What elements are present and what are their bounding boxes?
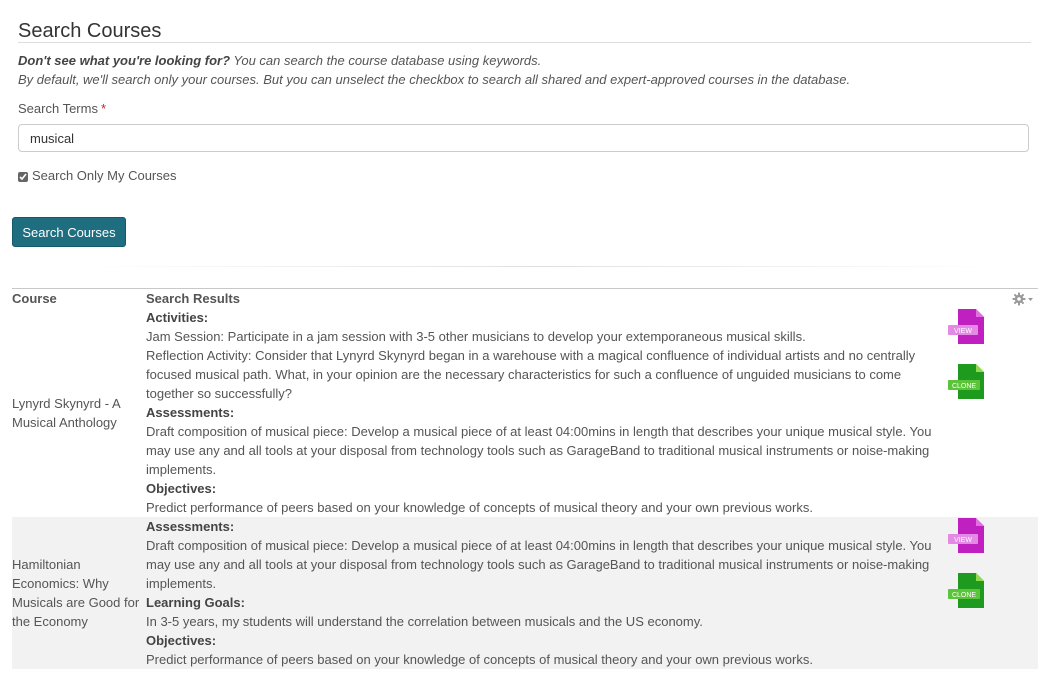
clone-course-icon[interactable] xyxy=(948,572,984,608)
result-line: Jam Session: Participate in a jam session with 3-5 other musicians to develop your extemporaneous musical skills. xyxy=(146,329,806,344)
clone-icon-label: CLONE xyxy=(951,592,977,599)
result-line: Predict performance of peers based on your knowledge of concepts of musical theory and your own previous works. xyxy=(146,652,813,667)
course-name: Hamiltonian Economics: Why Musicals are Good for the Economy xyxy=(12,557,140,629)
intro-rest: You can search the course database using keywords. xyxy=(230,53,542,68)
clone-course-icon[interactable] xyxy=(948,363,984,399)
result-line: Draft composition of musical piece: Develop a musical piece of at least 04:00mins in length that describes your unique musical style. You may use any and all tools at your disposal from technology tools such as GarageBand to traditional musical instruments or noise-making implements. xyxy=(146,424,932,477)
search-results xyxy=(146,308,951,517)
title-divider xyxy=(18,42,1031,43)
result-section-heading: Objectives: xyxy=(146,481,217,496)
gear-icon[interactable] xyxy=(1012,292,1034,309)
search-terms-label-text: Search Terms xyxy=(18,101,98,116)
result-section-heading: Learning Goals: xyxy=(146,595,245,610)
checkbox-label: Search Only My Courses xyxy=(32,168,177,183)
result-section-heading: Assessments: xyxy=(146,405,235,420)
result-section-heading: Activities: xyxy=(146,310,209,325)
clone-icon-label: CLONE xyxy=(951,383,977,390)
column-header-course[interactable]: Course xyxy=(12,291,57,306)
result-section-heading: Objectives: xyxy=(146,633,217,648)
course-name: Lynyrd Skynyrd - A Musical Anthology xyxy=(12,396,120,430)
intro-text xyxy=(18,51,1038,89)
view-icon-label: VIEW xyxy=(954,537,972,544)
search-only-my-courses-checkbox[interactable] xyxy=(18,172,28,182)
section-divider xyxy=(80,266,1000,267)
view-course-icon[interactable] xyxy=(948,308,984,344)
view-course-icon[interactable] xyxy=(948,517,984,553)
result-line: Draft composition of musical piece: Develop a musical piece of at least 04:00mins in length that describes your unique musical style. You may use any and all tools at your disposal from technology tools such as GarageBand to traditional musical instruments or noise-making implements. xyxy=(146,538,932,591)
table-row xyxy=(12,308,1038,517)
gear-icon-svg xyxy=(1012,292,1034,306)
search-results xyxy=(146,517,951,669)
search-courses-button[interactable]: Search Courses xyxy=(12,217,126,247)
intro-bold: Don't see what you're looking for? xyxy=(18,53,231,68)
result-line: Predict performance of peers based on your knowledge of concepts of musical theory and your own previous works. xyxy=(146,500,813,515)
intro-line2: By default, we'll search only your courses. But you can unselect the checkbox to search all shared and expert-approved courses in the database. xyxy=(18,72,851,87)
result-line: In 3-5 years, my students will understand the correlation between musicals and the US economy. xyxy=(146,614,703,629)
required-mark: * xyxy=(100,101,107,116)
column-header-search-results[interactable]: Search Results xyxy=(146,291,240,306)
table-row xyxy=(12,517,1038,669)
result-section-heading: Assessments: xyxy=(146,519,235,534)
result-line: Reflection Activity: Consider that Lynyrd Skynyrd began in a warehouse with a magical confluence of individual artists and no centrally focused musical path. What, in your opinion are the necessary characteristics for such a confluence of unguided musicians to come together so successfully? xyxy=(146,348,916,401)
search-only-my-courses[interactable] xyxy=(18,168,177,183)
view-icon-label: VIEW xyxy=(954,328,972,335)
table-top-border xyxy=(12,288,1038,289)
page-title: Search Courses xyxy=(18,20,162,42)
search-terms-label xyxy=(18,101,106,116)
search-input[interactable] xyxy=(18,124,1029,152)
